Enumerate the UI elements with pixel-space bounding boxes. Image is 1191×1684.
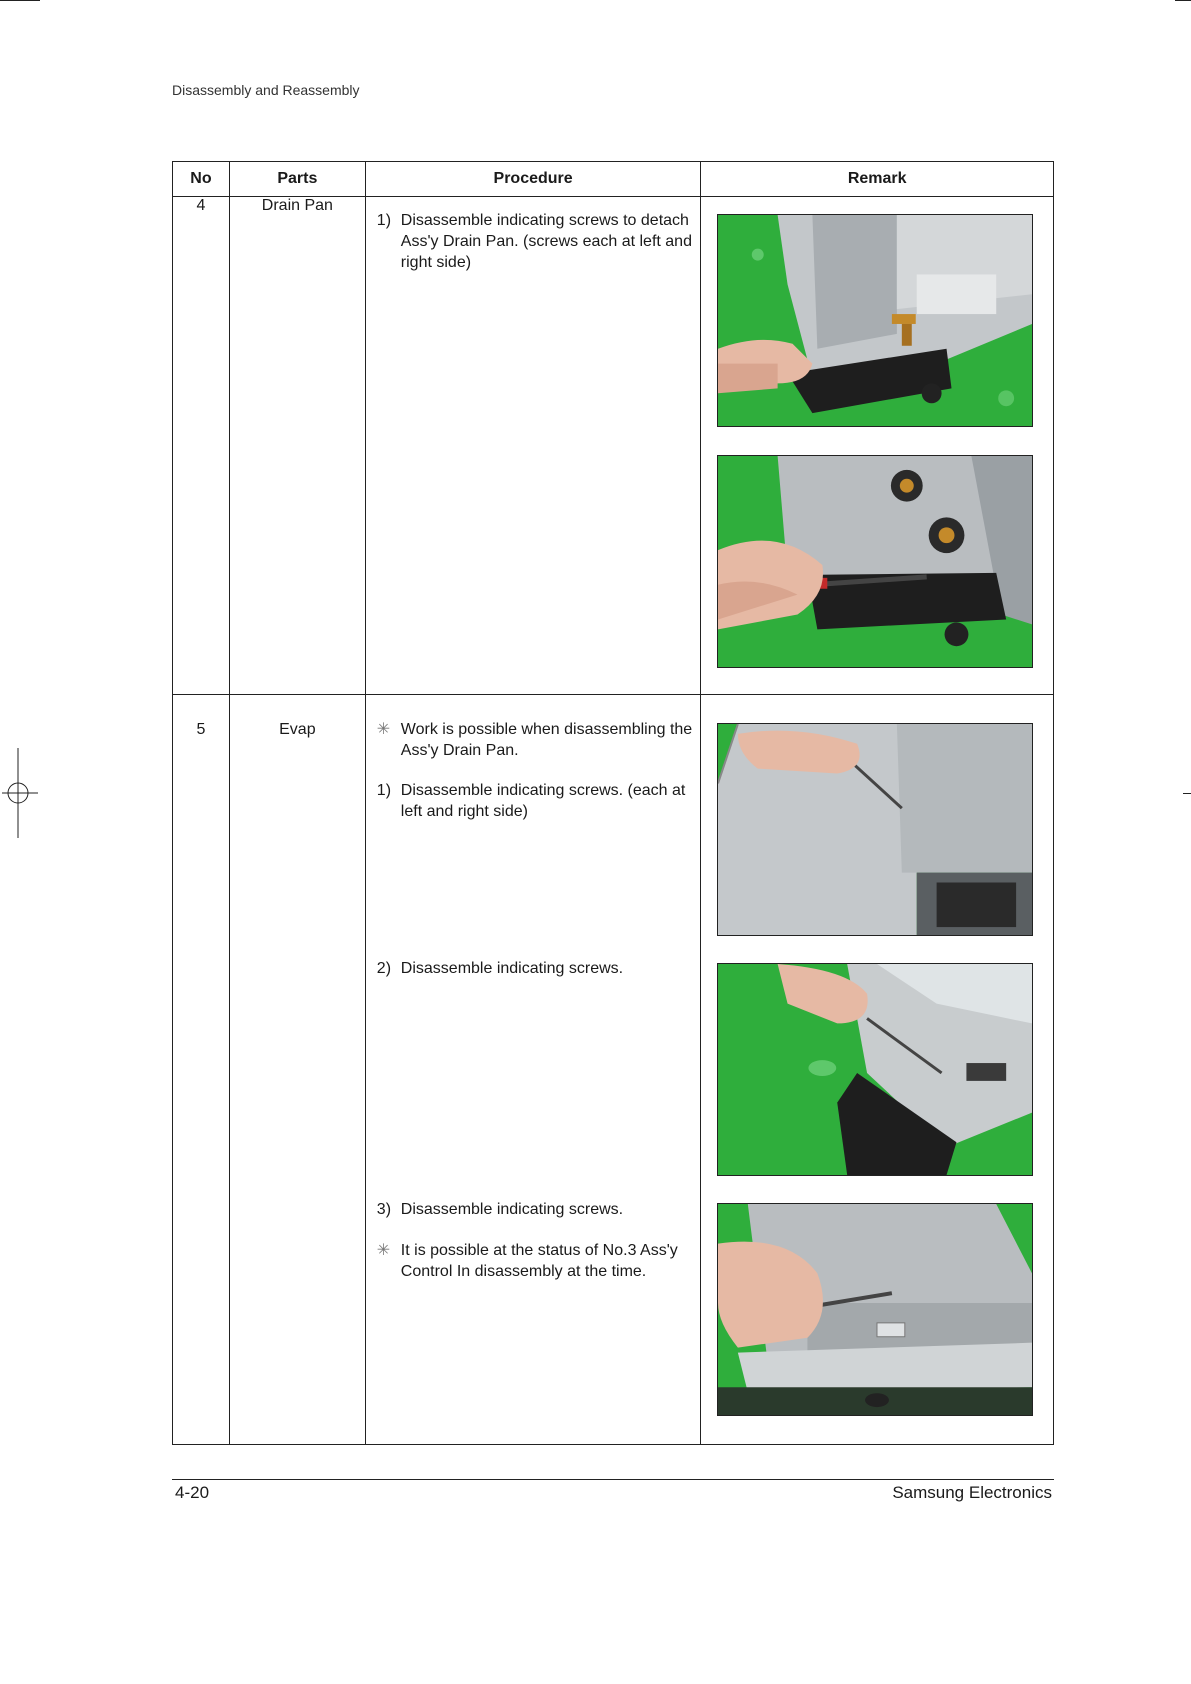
step-text: Work is possible when disassembling the Ass'y Drain Pan.	[400, 721, 693, 759]
table-header-row	[173, 162, 1054, 197]
procedure-step	[377, 958, 693, 979]
step-text: Disassemble indicating screws.	[400, 960, 624, 977]
registration-tick-right	[1183, 793, 1191, 794]
registration-mark-left	[2, 748, 38, 838]
row-part-name: Evap	[229, 695, 365, 1445]
page-number: 4-20	[175, 1483, 210, 1502]
table-row	[173, 197, 1054, 695]
table-row	[173, 695, 1054, 1445]
procedure-cell	[365, 695, 701, 1445]
step-marker: 2)	[376, 960, 392, 977]
step-marker: 1)	[376, 782, 392, 799]
section-title: Disassembly and Reassembly	[172, 82, 360, 98]
procedure-step	[377, 210, 693, 273]
row-part-name: Drain Pan	[229, 197, 365, 695]
crop-mark-top-left	[0, 0, 40, 1]
step-text: Disassemble indicating screws.	[400, 1201, 624, 1218]
column-header-no: No	[173, 162, 230, 197]
column-header-procedure: Procedure	[365, 162, 701, 197]
procedure-step	[377, 1240, 693, 1282]
crop-mark-top-right	[1175, 0, 1191, 1]
step-text: Disassemble indicating screws. (each at left and right side)	[400, 782, 686, 820]
footer-rule	[172, 1479, 1054, 1480]
procedure-cell	[365, 197, 701, 695]
company-name: Samsung Electronics	[892, 1483, 1052, 1502]
remark-cell	[701, 695, 1054, 1445]
photo-drain-pan-screw-right	[717, 455, 1033, 668]
step-marker: 3)	[376, 1201, 392, 1218]
procedure-step	[377, 1199, 693, 1220]
procedure-table	[172, 161, 1054, 1445]
procedure-step	[377, 780, 693, 822]
step-text: Disassemble indicating screws to detach Ass'y Drain Pan. (screws each at left and right side)	[400, 212, 692, 271]
photo-evap-screw-front	[717, 1203, 1033, 1416]
column-header-remark: Remark	[701, 162, 1054, 197]
note-asterisk-icon: ✳	[376, 1242, 391, 1259]
row-number: 5	[173, 695, 230, 1445]
step-text: It is possible at the status of No.3 Ass'y Control In disassembly at the time.	[400, 1242, 678, 1280]
procedure-step	[377, 719, 693, 761]
photo-evap-screw-top	[717, 723, 1033, 936]
step-marker: 1)	[376, 212, 392, 229]
photo-evap-screw-side	[717, 963, 1033, 1176]
row-number: 4	[173, 197, 230, 695]
photo-drain-pan-screw-left	[717, 214, 1033, 427]
remark-cell	[701, 197, 1054, 695]
column-header-parts: Parts	[229, 162, 365, 197]
note-asterisk-icon: ✳	[376, 721, 391, 738]
